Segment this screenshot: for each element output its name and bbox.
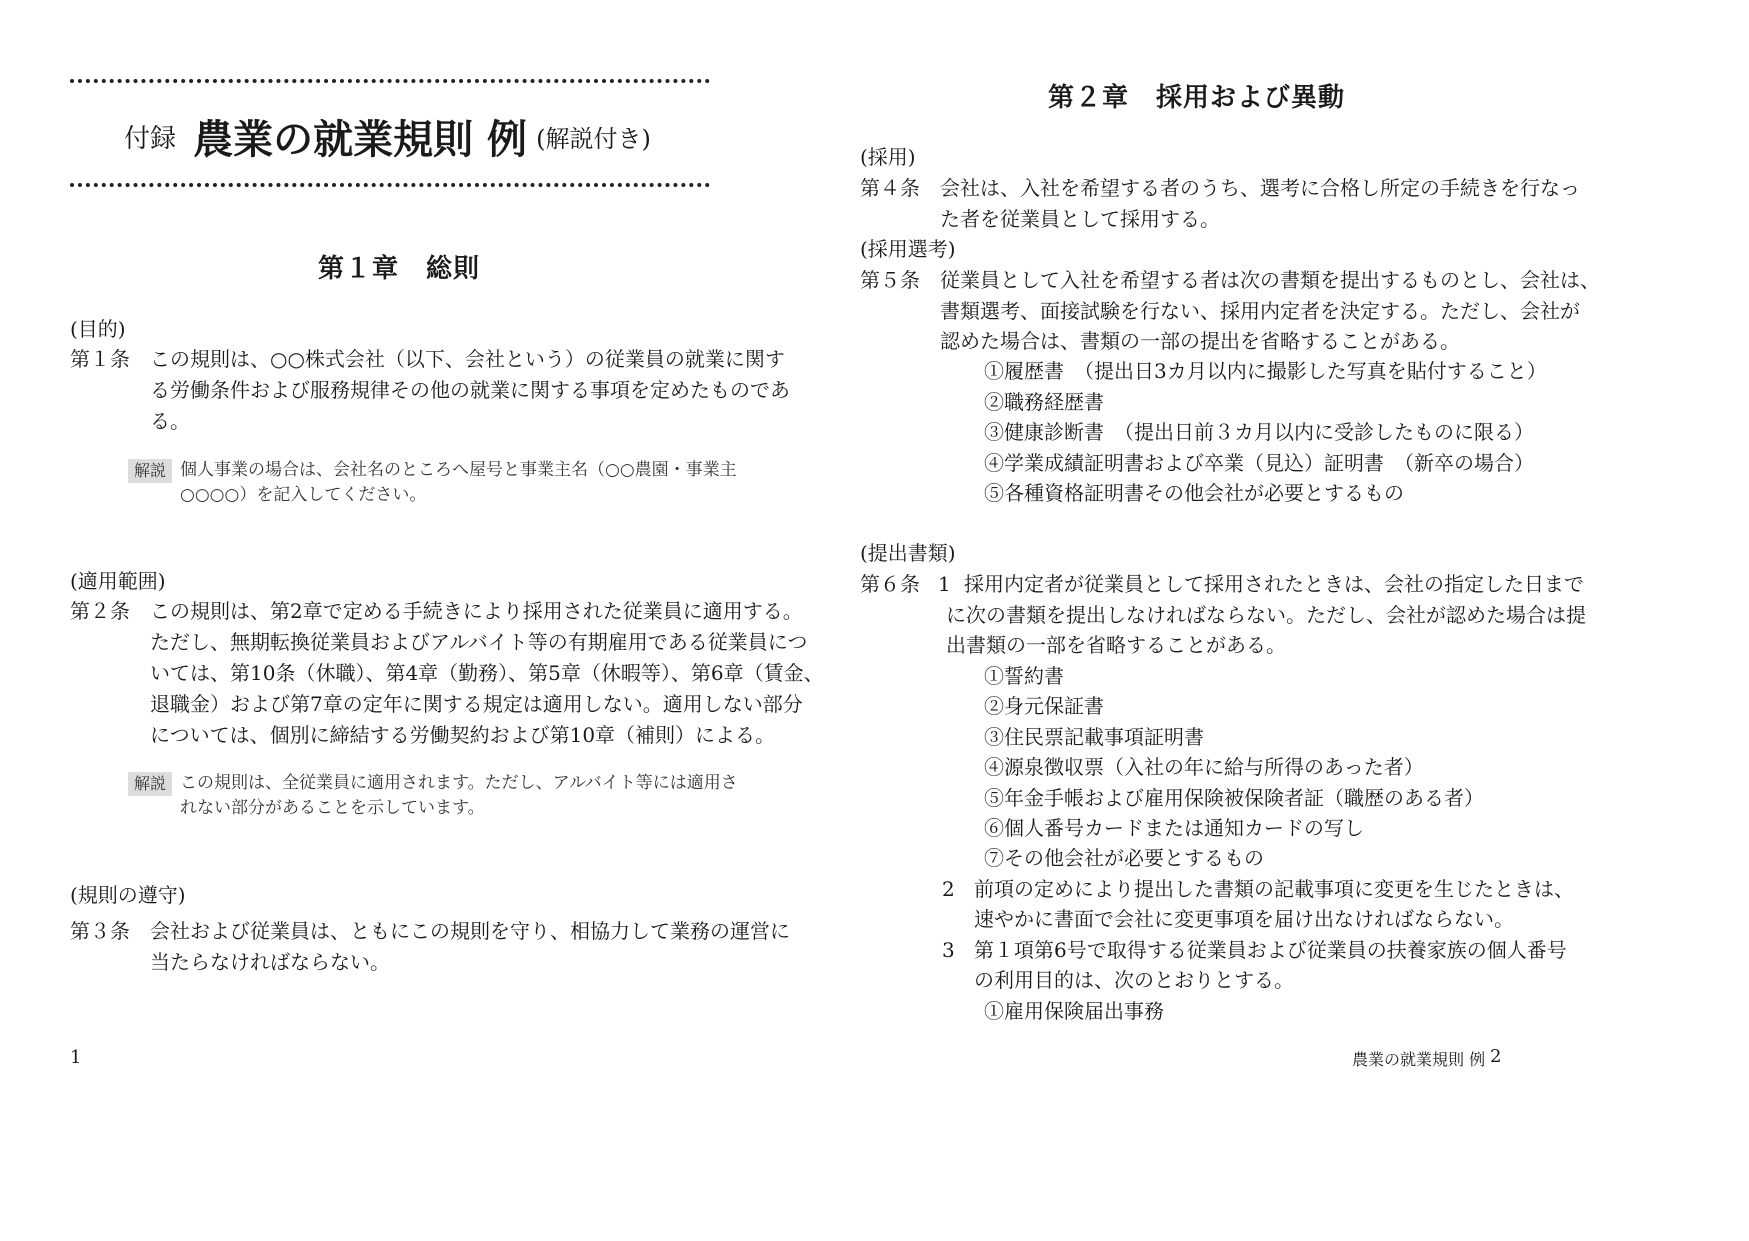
article-1-number: 第１条 (70, 347, 130, 371)
article-6-para-1-number: 1 (938, 572, 951, 596)
article-1-note-line-1: 個人事業の場合は、会社名のところへ屋号と事業主名（○○農園・事業主 (180, 460, 737, 480)
article-2-note-line-1: この規則は、全従業員に適用されます。ただし、アルバイト等には適用さ (180, 773, 738, 793)
article-2-line-3: いては、第10条（休職）、第4章（勤務）、第5章（休暇等）、第6章（賃金、 (150, 661, 824, 685)
title-prefix: 付録 (124, 124, 177, 154)
title-bottom-rule (70, 183, 710, 187)
article-6-para-3-line-2: の利用目的は、次のとおりとする。 (974, 968, 1294, 992)
article-6-para-3-number: 3 (942, 938, 955, 962)
article-1-line-2: る労働条件および服務規律その他の就業に関する事項を定めたものであ (150, 378, 790, 402)
article-6-para-1-line-2: に次の書類を提出しなければならない。ただし、会社が認めた場合は提 (946, 603, 1586, 627)
article-2-note-label: 解説 (128, 772, 172, 796)
article-6-para-2-line-1: 前項の定めにより提出した書類の記載事項に変更を生じたときは、 (974, 877, 1574, 901)
article-5-number: 第５条 (860, 268, 920, 292)
article-4-caption: (採用) (860, 145, 916, 169)
article-1-note-line-2: ○○○○）を記入してください。 (180, 485, 427, 505)
article-5-caption: (採用選考) (860, 237, 956, 261)
article-5-line-1: 従業員として入社を希望する者は次の書類を提出するものとし、会社は、 (940, 268, 1600, 292)
article-6-item-2: ②身元保証書 (984, 694, 1104, 718)
article-5-item-4: ④学業成績証明書および卒業（見込）証明書 （新卒の場合） (984, 451, 1534, 475)
title-top-rule (70, 79, 710, 83)
article-6-para-1-line-1: 採用内定者が従業員として採用されたときは、会社の指定した日まで (964, 572, 1584, 596)
article-2-caption: (適用範囲) (70, 569, 166, 593)
article-6-item-6: ⑥個人番号カードまたは通知カードの写し (984, 816, 1364, 840)
article-6-para-1-line-3: 出書類の一部を省略することがある。 (946, 633, 1286, 657)
left-page-number: 1 (70, 1047, 82, 1068)
article-4-line-2: た者を従業員として採用する。 (940, 207, 1220, 231)
article-2-number: 第２条 (70, 599, 130, 623)
article-1-line-1: この規則は、○○株式会社（以下、会社という）の従業員の就業に関す (150, 347, 785, 371)
article-6-item-4: ④源泉徴収票（入社の年に給与所得のあった者） (984, 755, 1424, 779)
article-1-caption: (目的) (70, 317, 126, 341)
title-suffix: (解説付き) (536, 125, 651, 153)
article-5-item-3: ③健康診断書 （提出日前３カ月以内に受診したものに限る） (984, 420, 1534, 444)
article-4-line-1: 会社は、入社を希望する者のうち、選考に合格し所定の手続きを行なっ (940, 176, 1580, 200)
article-6-para-3-line-1: 第１項第6号で取得する従業員および従業員の扶養家族の個人番号 (974, 938, 1567, 962)
article-5-line-3: 認めた場合は、書類の一部の提出を省略することがある。 (940, 329, 1460, 353)
article-6-item-1: ①誓約書 (984, 664, 1064, 688)
article-6-item-7: ⑦その他会社が必要とするもの (984, 846, 1264, 870)
article-2-line-4: 退職金）および第7章の定年に関する規定は適用しない。適用しない部分 (150, 692, 803, 716)
article-1-note-label: 解説 (128, 459, 172, 483)
article-6-item-5: ⑤年金手帳および雇用保険被保険者証（職歴のある者） (984, 786, 1484, 810)
article-6-para-2-line-2: 速やかに書面で会社に変更事項を届け出なければならない。 (974, 907, 1514, 931)
right-page-number: 2 (1490, 1046, 1502, 1067)
article-2-line-2: ただし、無期転換従業員およびアルバイト等の有期雇用である従業員につ (150, 630, 808, 654)
article-6-para-2-number: 2 (942, 877, 955, 901)
footer-running-title: 農業の就業規則 例 (1352, 1050, 1486, 1069)
article-3-caption: (規則の遵守) (70, 883, 186, 907)
chapter-2-heading: 第２章 採用および異動 (1048, 83, 1346, 113)
article-3-line-2: 当たらなければならない。 (150, 950, 390, 974)
article-4-number: 第４条 (860, 176, 920, 200)
title-main: 農業の就業規則 例 (193, 116, 528, 163)
article-6-caption: (提出書類) (860, 541, 956, 565)
article-5-item-5: ⑤各種資格証明書その他会社が必要とするもの (984, 481, 1404, 505)
article-6-item-3: ③住民票記載事項証明書 (984, 725, 1204, 749)
article-3-number: 第３条 (70, 919, 130, 943)
appendix-title (124, 108, 651, 168)
article-2-note-line-2: れない部分があることを示しています。 (180, 798, 485, 818)
article-5-line-2: 書類選考、面接試験を行ない、採用内定者を決定する。ただし、会社が (940, 299, 1580, 323)
chapter-1-heading: 第１章 総則 (318, 254, 481, 284)
article-5-item-2: ②職務経歴書 (984, 390, 1104, 414)
article-2-line-5: については、個別に締結する労働契約および第10章（補則）による。 (150, 723, 776, 747)
article-3-line-1: 会社および従業員は、ともにこの規則を守り、相協力して業務の運営に (150, 919, 790, 943)
article-2-line-1: この規則は、第2章で定める手続きにより採用された従業員に適用する。 (150, 599, 803, 623)
article-6-number: 第６条 (860, 572, 920, 596)
article-5-item-1: ①履歴書 （提出日3カ月以内に撮影した写真を貼付すること） (984, 359, 1547, 383)
article-1-line-3: る。 (150, 409, 190, 433)
article-6-para-3-item-1: ①雇用保険届出事務 (984, 999, 1164, 1023)
